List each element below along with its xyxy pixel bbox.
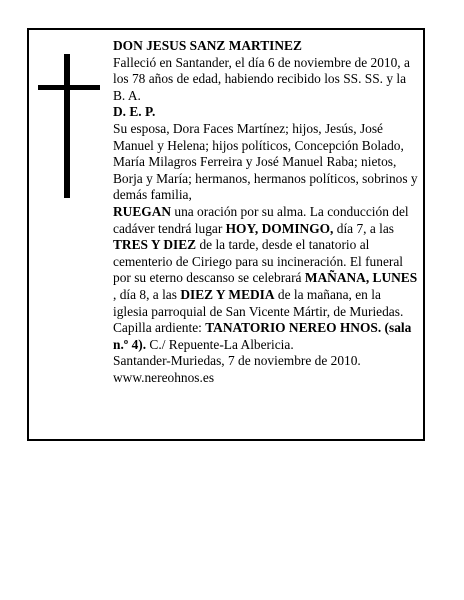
hoy-domingo: HOY, DOMINGO, — [225, 220, 334, 236]
website-link[interactable]: www.nereohnos.es — [113, 369, 215, 385]
request-text-3: de la tarde, desde el tanatorio al cementerio de Ciriego para su incineración. El funeral por su eterno descanso se celebrará — [113, 237, 404, 286]
ceremony-request — [113, 204, 419, 320]
diez-y-media: DIEZ Y MEDIA — [180, 286, 275, 302]
cross-icon — [38, 54, 100, 198]
request-text-5: de la mañana, en la iglesia parroquial de San Vicente Mártir, de Muriedas. — [113, 286, 404, 319]
obituary-text — [113, 38, 419, 386]
chapel-text-2: C./ Repuente-La Albericia. — [146, 336, 294, 352]
request-text-2: día 7, a las — [333, 220, 395, 236]
manana-lunes: MAÑANA, LUNES — [304, 270, 418, 286]
cross-horizontal-bar — [38, 85, 100, 90]
request-text-4: , día 8, a las — [113, 286, 181, 302]
cross-vertical-bar — [64, 54, 70, 198]
deceased-name: DON JESUS SANZ MARTINEZ — [113, 38, 302, 53]
place-date: Santander-Muriedas, 7 de noviembre de 2010. — [113, 353, 361, 369]
chapel-info — [113, 320, 419, 353]
death-notice: Falleció en Santander, el día 6 de noviembre de 2010, a los 78 años de edad, habiendo recibido los SS. SS. y la B. A. — [113, 54, 410, 103]
chapel-tanatorio: TANATORIO NEREO HNOS. (sala n.º 4). — [113, 320, 412, 352]
tres-y-diez: TRES Y DIEZ — [113, 237, 197, 253]
chapel-text-1: Capilla ardiente: — [113, 320, 206, 336]
family-list: Su esposa, Dora Faces Martínez; hijos, Jesús, José Manuel y Helena; hijos políticos, Concepción Bolado, María Milagros Ferreira y José Manuel Raba; nietos, Borja y María; hermanos, hermanos políticos, sobrinos y demás familia, — [113, 120, 418, 203]
ruegan-word: RUEGAN — [113, 203, 172, 219]
rest-in-peace: D. E. P. — [113, 104, 156, 120]
request-text-1: una oración por su alma. La conducción del cadáver tendrá lugar — [113, 203, 409, 236]
